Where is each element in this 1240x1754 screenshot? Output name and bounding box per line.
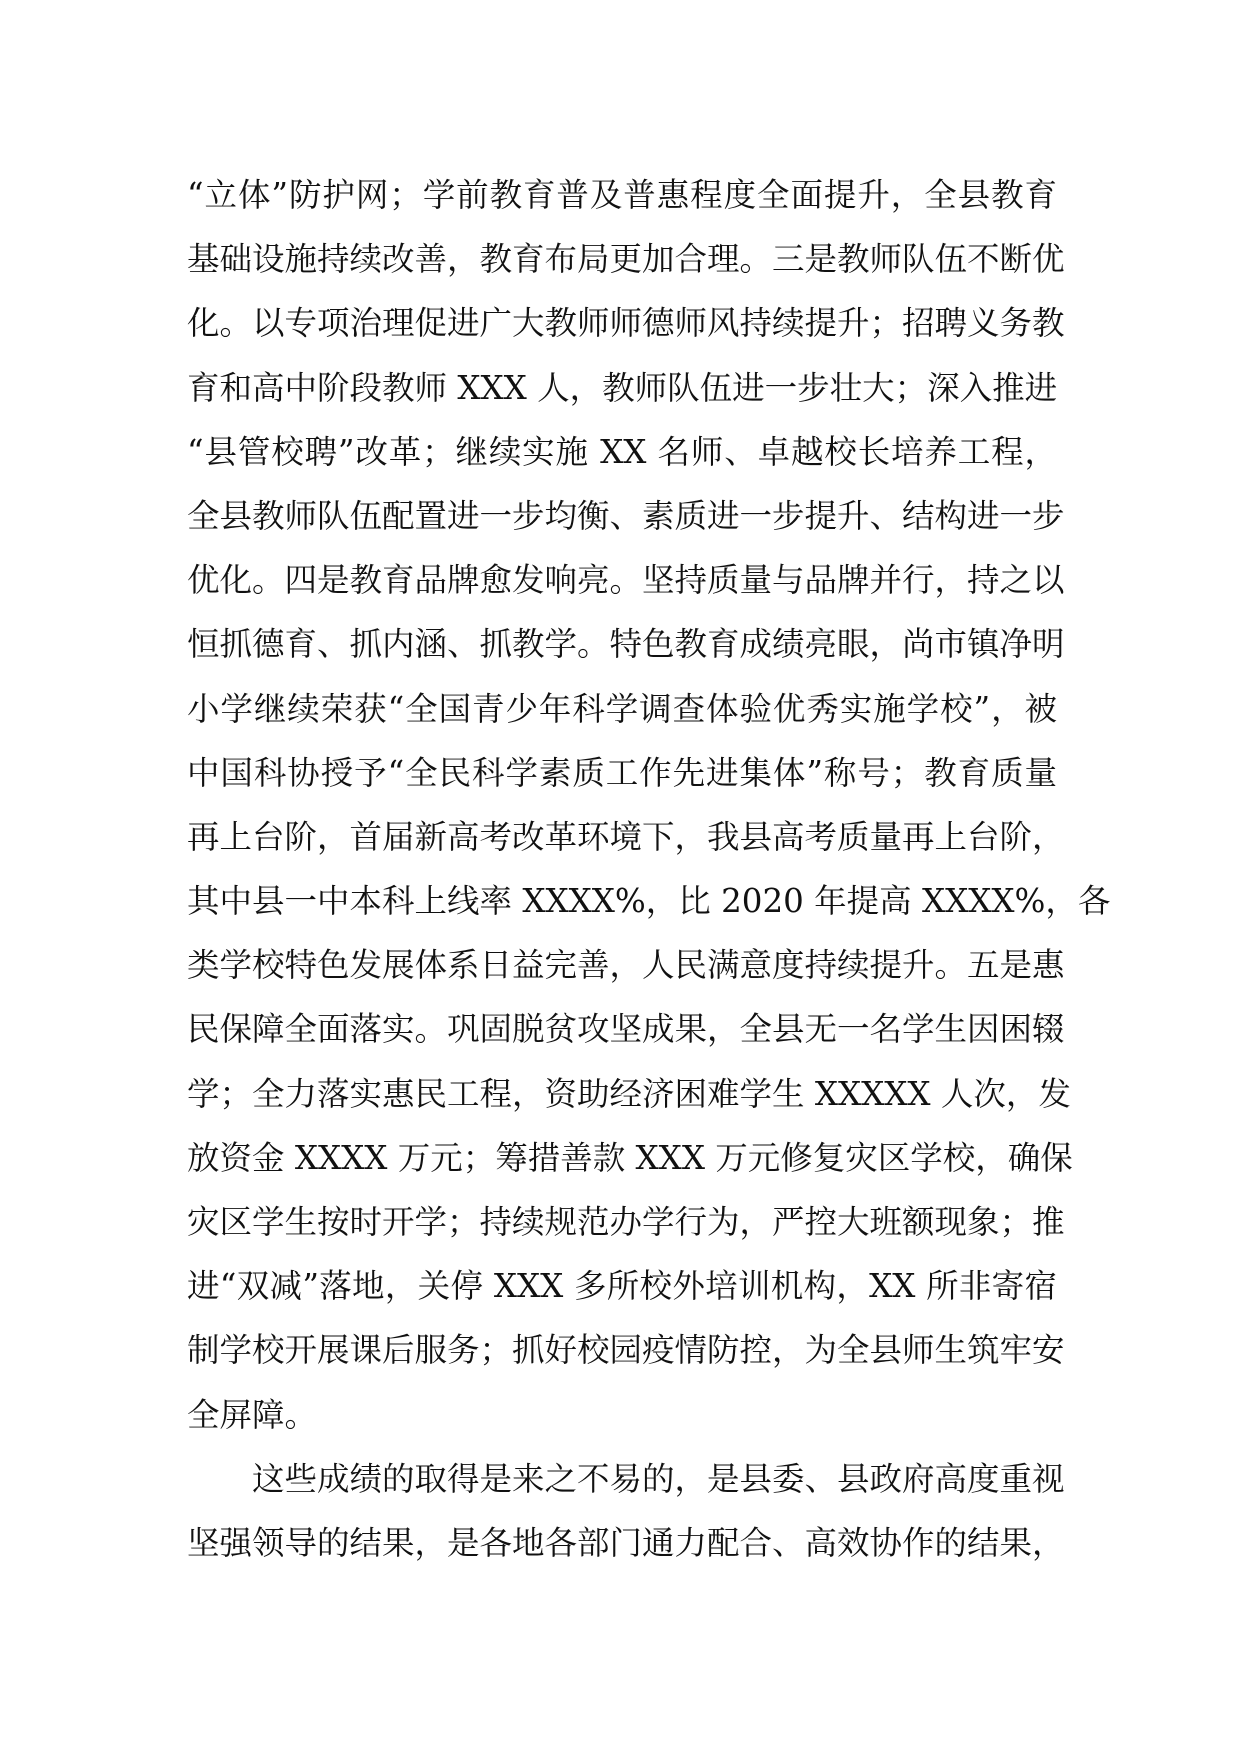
text-line: “立体”防护网；学前教育普及普惠程度全面提升，全县教育 [187,176,1057,214]
text-line: 育和高中阶段教师 XXX 人，教师队伍进一步壮大；深入推进 [187,368,1058,407]
paragraph-1 [187,163,1111,1447]
text-line: 化。以专项治理促进广大教师师德师风持续提升；招聘义务教 [187,304,1065,343]
text-line: 学；全力落实惠民工程，资助经济困难学生 XXXXX 人次，发 [187,1074,1071,1113]
text-line: “县管校聘”改革；继续实施 XX 名师、卓越校长培养工程， [187,432,1057,471]
body-text [187,163,1111,1575]
text-line: 基础设施持续改善，教育布局更加合理。三是教师队伍不断优 [187,240,1065,279]
text-line: 再上台阶，首届新高考改革环境下，我县高考质量再上台阶， [187,817,1065,856]
text-line: 全县教师队伍配置进一步均衡、素质进一步提升、结构进一步 [187,496,1065,535]
text-line: 小学继续荣获“全国青少年科学调查体验优秀实施学校”，被 [187,689,1057,728]
text-line: 中国科协授予“全民科学素质工作先进集体”称号；教育质量 [187,753,1057,792]
text-line: 民保障全面落实。巩固脱贫攻坚成果，全县无一名学生因困辍 [187,1010,1065,1049]
text-line: 坚强领导的结果，是各地各部门通力配合、高效协作的结果， [187,1523,1065,1562]
text-line: 放资金 XXXX 万元；筹措善款 XXX 万元修复灾区学校，确保 [187,1138,1073,1177]
text-line: 灾区学生按时开学；持续规范办学行为，严控大班额现象；推 [187,1203,1065,1241]
text-line: 其中县一中本科上线率 XXXX%，比 2020 年提高 XXXX%，各 [187,882,1111,921]
paragraph-2 [187,1447,1065,1575]
text-line: 优化。四是教育品牌愈发响亮。坚持质量与品牌并行，持之以 [187,561,1065,600]
text-line: 恒抓德育、抓内涵、抓教学。特色教育成绩亮眼，尚市镇净明 [187,625,1065,664]
text-line: 全屏障。 [187,1395,318,1434]
text-line: 这些成绩的取得是来之不易的，是县委、县政府高度重视 [252,1459,1065,1498]
text-line: 制学校开展课后服务；抓好校园疫情防控，为全县师生筑牢安 [187,1331,1065,1370]
text-line: 进“双减”落地，关停 XXX 多所校外培训机构，XX 所非寄宿 [187,1267,1057,1306]
text-line: 类学校特色发展体系日益完善，人民满意度持续提升。五是惠 [187,946,1065,985]
